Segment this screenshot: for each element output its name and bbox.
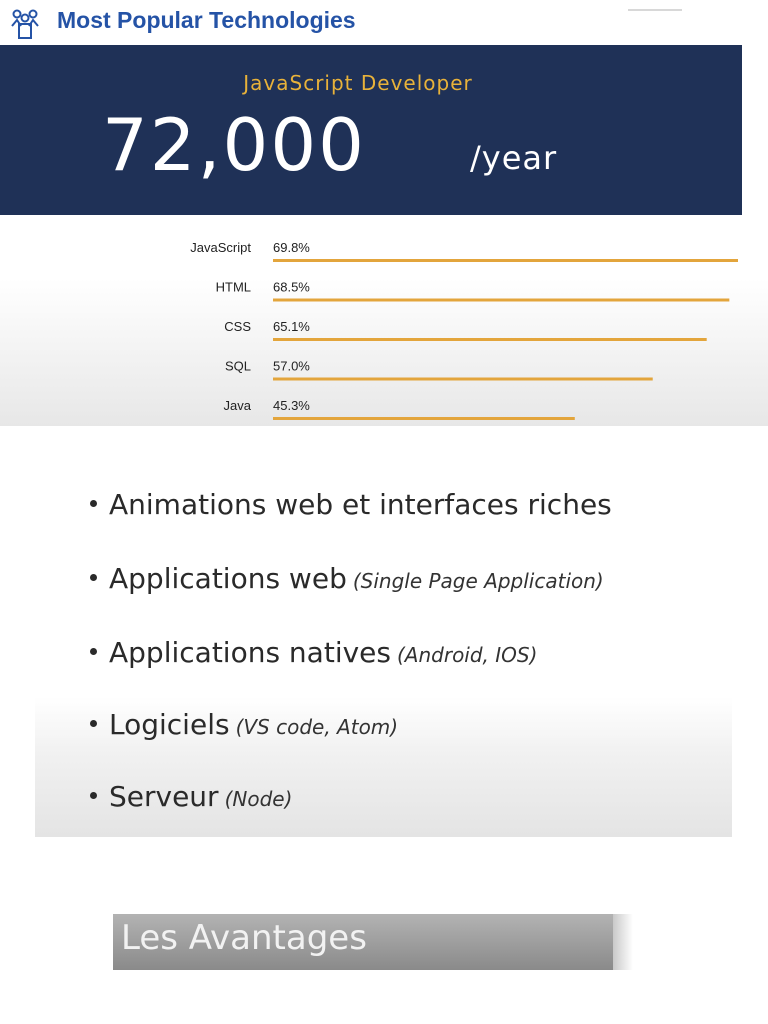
category-label: Java <box>223 398 251 413</box>
bullet-dot <box>90 500 97 507</box>
section-title: Les Avantages <box>121 918 367 958</box>
bullet-note: (Node) <box>224 787 293 811</box>
bullet-text: Serveur <box>109 780 219 813</box>
bullet-item <box>90 488 618 521</box>
value-label: 65.1% <box>273 319 310 334</box>
category-label: JavaScript <box>190 240 251 255</box>
bullet-dot <box>90 574 97 581</box>
banner-shadow <box>613 914 633 970</box>
salary-banner <box>0 45 742 215</box>
bullet-dot <box>90 720 97 727</box>
bullet-text: Applications natives <box>109 636 391 669</box>
value-label: 69.8% <box>273 240 310 255</box>
bar <box>273 378 653 381</box>
bar <box>273 338 707 341</box>
section-banner <box>113 914 613 970</box>
salary-amount: 72,000 <box>102 103 366 187</box>
bullet-text: Logiciels <box>109 708 230 741</box>
category-label: HTML <box>215 279 251 295</box>
bullet-item <box>90 780 292 813</box>
bullet-item <box>90 562 604 595</box>
salary-role: JavaScript Developer <box>243 71 473 95</box>
chart-svg <box>0 216 768 426</box>
people-award-icon <box>8 6 42 40</box>
header <box>0 0 768 44</box>
page-title: Most Popular Technologies <box>57 7 356 33</box>
bar <box>273 417 575 420</box>
bullet-text: Applications web <box>109 562 347 595</box>
bullet-text: Animations web et interfaces riches <box>109 488 612 521</box>
bullet-dot <box>90 648 97 655</box>
bar <box>273 259 738 262</box>
bullet-note: (VS code, Atom) <box>235 715 399 739</box>
bullet-item <box>90 636 537 669</box>
bullet-note: (Android, IOS) <box>396 643 538 667</box>
category-label: CSS <box>224 319 251 334</box>
salary-unit: /year <box>470 139 558 177</box>
value-label: 57.0% <box>273 358 310 374</box>
bullet-item <box>90 708 398 741</box>
bullet-dot <box>90 792 97 799</box>
value-label: 45.3% <box>273 398 310 413</box>
technology-bar-chart <box>0 216 768 426</box>
bullet-note: (Single Page Application) <box>352 569 604 593</box>
value-label: 68.5% <box>273 279 310 295</box>
divider <box>628 9 682 11</box>
bar <box>273 299 729 302</box>
category-label: SQL <box>224 358 251 374</box>
